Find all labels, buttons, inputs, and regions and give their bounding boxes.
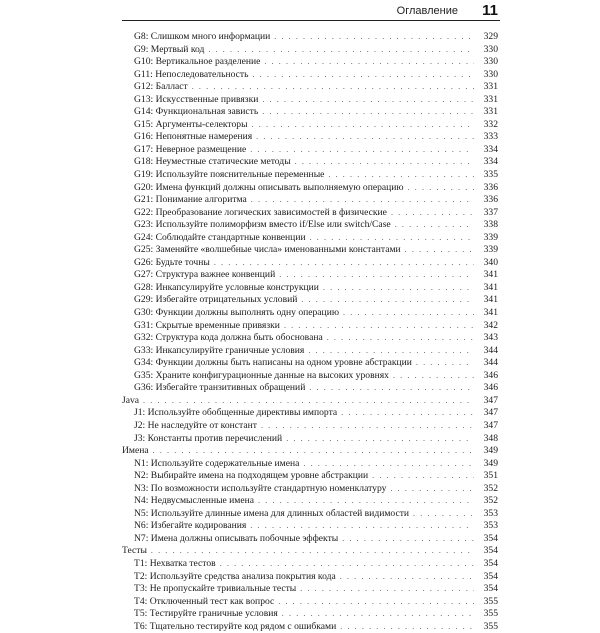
toc-entry-title: T3: Не пропускайте тривиальные тесты [134, 583, 297, 595]
toc-leader-dots [343, 307, 474, 320]
toc-entry-title: G35: Храните конфигурационные данные на высоких уровнях [134, 369, 389, 381]
toc-entry-page: 331 [483, 106, 498, 118]
toc-entry-title: T6: Тщательно тестируйте код рядом с ошибками [134, 620, 337, 632]
toc-leader-dots [416, 357, 474, 370]
toc-entry-page: 354 [483, 532, 498, 544]
toc-entry-title: G22: Преобразование логических зависимостей в физические [134, 206, 387, 218]
toc-entry-page: 341 [483, 307, 498, 319]
toc-entry-title: G15: Аргументы-селекторы [134, 118, 248, 130]
toc-entry-title: J1: Используйте обобщенные директивы импорта [134, 407, 338, 419]
toc-entry[interactable] [122, 483, 498, 496]
toc-section-entry[interactable] [122, 395, 498, 408]
toc-entry-title: T2: Используйте средства анализа покрытия кода [134, 570, 336, 582]
toc-leader-dots [340, 621, 474, 633]
toc-entry-page: 330 [483, 43, 498, 55]
toc-entry-title: G29: Избегайте отрицательных условий [134, 294, 298, 306]
toc-entry-title: G20: Имена функций должны описывать выполняемую операцию [134, 181, 404, 193]
toc-leader-dots [310, 232, 474, 245]
toc-entry-page: 341 [483, 281, 498, 293]
toc-entry-page: 331 [483, 93, 498, 105]
toc-leader-dots [408, 182, 474, 195]
toc-entry[interactable] [122, 244, 498, 257]
toc-leader-dots [262, 94, 474, 107]
toc-entry[interactable] [122, 106, 498, 119]
toc-entry-page: 347 [483, 394, 498, 406]
toc-entry-title: G18: Неуместные статические методы [134, 156, 291, 168]
toc-entry-title: N3: По возможности используйте стандартную номенклатуру [134, 482, 387, 494]
toc-entry-title: T4: Отключенный тест как вопрос [134, 595, 275, 607]
toc-leader-dots [413, 508, 474, 521]
toc-entry-page: 337 [483, 206, 498, 218]
toc-entry-page: 349 [483, 445, 498, 457]
toc-entry[interactable] [122, 357, 498, 370]
toc-entry-page: 351 [483, 470, 498, 482]
toc-leader-dots [393, 370, 474, 383]
toc-entry-title: G17: Неверное размещение [134, 143, 247, 155]
toc-entry-page: 340 [483, 256, 498, 268]
toc-entry-title: N5: Используйте длинные имена для длинных областей видимости [134, 507, 410, 519]
toc-entry[interactable] [122, 608, 498, 621]
toc-entry-title: G25: Заменяйте «волшебные числа» именованными константами [134, 244, 401, 256]
toc-entry[interactable] [122, 370, 498, 383]
toc-leader-dots [192, 81, 474, 94]
toc-leader-dots [256, 131, 474, 144]
toc-entry-title: G9: Мертвый код [134, 43, 205, 55]
toc-entry-title: N2: Выбирайте имена на подходящем уровне абстракции [134, 470, 369, 482]
toc-entry-title: G34: Функции должны быть написаны на одном уровне абстракции [134, 357, 412, 369]
toc-entry-page: 332 [483, 118, 498, 130]
toc-leader-dots [395, 219, 474, 232]
toc-entry[interactable] [122, 269, 498, 282]
toc-leader-dots [274, 31, 474, 44]
toc-leader-dots [252, 69, 474, 82]
toc-entry-page: 355 [483, 608, 498, 620]
toc-entry-title: G13: Искусственные привязки [134, 93, 259, 105]
toc-entry-page: 335 [483, 169, 498, 181]
toc-entry-page: 331 [483, 81, 498, 93]
toc-entry-page: 353 [483, 507, 498, 519]
toc-entry[interactable] [122, 495, 498, 508]
toc-leader-dots [250, 520, 474, 533]
toc-entry-title: G8: Слишком много информации [134, 31, 271, 42]
toc-entry-page: 333 [483, 131, 498, 143]
toc-entry-title: G33: Инкапсулируйте граничные условия [134, 344, 305, 356]
running-header-title: Оглавление [396, 5, 458, 17]
toc-leader-dots [143, 395, 474, 408]
toc-entry-title: N1: Используйте содержательные имена [134, 457, 300, 469]
toc-leader-dots [301, 294, 474, 307]
toc-entry[interactable] [122, 508, 498, 521]
toc-entry-title: G27: Структура важнее конвенций [134, 269, 276, 281]
toc-entry-title: G23: Используйте полиморфизм вместо if/Else или switch/Case [134, 219, 391, 231]
toc-entry[interactable] [122, 420, 498, 433]
toc-entry-page: 348 [483, 432, 498, 444]
toc-entry-page: 344 [483, 344, 498, 356]
toc-entry[interactable] [122, 571, 498, 584]
toc-entry-page: 341 [483, 269, 498, 281]
toc-entry-page: 355 [483, 595, 498, 607]
toc-entry-page: 342 [483, 319, 498, 331]
toc-entry[interactable] [122, 596, 498, 609]
toc-leader-dots [341, 407, 474, 420]
toc-entry[interactable] [122, 31, 498, 44]
toc-section-entry[interactable] [122, 445, 498, 458]
toc-leader-dots [390, 483, 474, 496]
toc-entry[interactable] [122, 307, 498, 320]
toc-entry-page: 338 [483, 219, 498, 231]
toc-leader-dots [391, 207, 474, 220]
toc-entry-title: Java [122, 394, 140, 406]
toc-leader-dots [258, 495, 474, 508]
toc-entry-page: 346 [483, 382, 498, 394]
toc-leader-dots [295, 156, 474, 169]
running-header-page-number: 11 [482, 2, 498, 19]
toc-entry[interactable] [122, 470, 498, 483]
toc-leader-dots [214, 257, 474, 270]
toc-entry-title: G16: Непонятные намерения [134, 131, 253, 143]
toc-section-entry[interactable] [122, 545, 498, 558]
toc-entry[interactable] [122, 533, 498, 546]
toc-entry[interactable] [122, 144, 498, 157]
toc-entry-title: J2: Не наследуйте от констант [134, 419, 257, 431]
toc-entry-page: 339 [483, 231, 498, 243]
toc-entry[interactable] [122, 56, 498, 69]
toc-entry-page: 354 [483, 570, 498, 582]
toc-entry-title: G36: Избегайте транзитивных обращений [134, 382, 306, 394]
toc-entry-title: N6: Избегайте кодирования [134, 520, 247, 532]
toc-leader-dots [264, 56, 474, 69]
table-of-contents [122, 31, 498, 633]
toc-entry-page: 352 [483, 495, 498, 507]
toc-entry-page: 329 [483, 31, 498, 42]
toc-leader-dots [328, 169, 474, 182]
toc-entry[interactable] [122, 520, 498, 533]
toc-entry-page: 347 [483, 407, 498, 419]
toc-entry-title: G30: Функции должны выполнять одну операцию [134, 307, 339, 319]
toc-entry[interactable] [122, 558, 498, 571]
toc-leader-dots [261, 420, 474, 433]
toc-entry[interactable] [122, 257, 498, 270]
toc-entry[interactable] [122, 320, 498, 333]
toc-leader-dots [151, 545, 474, 558]
toc-entry-page: 344 [483, 357, 498, 369]
toc-entry-page: 336 [483, 194, 498, 206]
toc-entry-title: Имена [122, 445, 149, 457]
toc-entry-page: 349 [483, 457, 498, 469]
toc-entry-page: 334 [483, 143, 498, 155]
toc-entry[interactable] [122, 583, 498, 596]
toc-entry-title: G19: Используйте пояснительные переменные [134, 169, 325, 181]
toc-entry[interactable] [122, 458, 498, 471]
toc-entry-title: Тесты [122, 545, 147, 557]
toc-leader-dots [300, 583, 474, 596]
toc-entry-page: 339 [483, 244, 498, 256]
toc-entry[interactable] [122, 119, 498, 132]
toc-leader-dots [284, 320, 474, 333]
toc-entry-title: N7: Имена должны описывать побочные эффекты [134, 532, 339, 544]
toc-entry[interactable] [122, 131, 498, 144]
toc-entry-title: N4: Недвусмысленные имена [134, 495, 255, 507]
toc-leader-dots [250, 144, 474, 157]
toc-entry-page: 330 [483, 56, 498, 68]
running-header [122, 3, 500, 21]
toc-entry[interactable] [122, 282, 498, 295]
toc-leader-dots [309, 382, 474, 395]
toc-entry-title: G10: Вертикальное разделение [134, 56, 261, 68]
toc-entry-page: 352 [483, 482, 498, 494]
toc-entry[interactable] [122, 156, 498, 169]
toc-entry-page: 341 [483, 294, 498, 306]
toc-entry-title: G26: Будьте точны [134, 256, 210, 268]
toc-entry[interactable] [122, 182, 498, 195]
toc-entry-title: T5: Тестируйте граничные условия [134, 608, 278, 620]
toc-entry-title: G21: Понимание алгоритма [134, 194, 247, 206]
toc-entry-page: 343 [483, 332, 498, 344]
toc-leader-dots [282, 608, 474, 621]
toc-leader-dots [323, 282, 474, 295]
toc-entry[interactable] [122, 81, 498, 94]
toc-entry[interactable] [122, 332, 498, 345]
toc-entry[interactable] [122, 169, 498, 182]
toc-entry[interactable] [122, 232, 498, 245]
toc-entry-page: 330 [483, 68, 498, 80]
toc-entry-page: 336 [483, 181, 498, 193]
toc-leader-dots [327, 332, 474, 345]
toc-leader-dots [252, 119, 474, 132]
toc-entry[interactable] [122, 219, 498, 232]
toc-entry[interactable] [122, 433, 498, 446]
toc-entry-title: G24: Соблюдайте стандартные конвенции [134, 231, 306, 243]
toc-leader-dots [303, 458, 474, 471]
toc-entry-page: 354 [483, 557, 498, 569]
toc-entry-page: 353 [483, 520, 498, 532]
toc-entry-page: 334 [483, 156, 498, 168]
toc-entry-page: 355 [483, 620, 498, 632]
toc-entry[interactable] [122, 382, 498, 395]
toc-leader-dots [220, 558, 474, 571]
toc-entry-title: G14: Функциональная зависть [134, 106, 259, 118]
toc-entry[interactable] [122, 44, 498, 57]
toc-entry-title: G31: Скрытые временные привязки [134, 319, 280, 331]
toc-leader-dots [251, 194, 474, 207]
toc-entry-page: 354 [483, 583, 498, 595]
toc-entry-title: G28: Инкапсулируйте условные конструкции [134, 281, 319, 293]
toc-entry[interactable] [122, 407, 498, 420]
toc-entry-title: G12: Балласт [134, 81, 188, 93]
toc-entry-title: T1: Нехватка тестов [134, 557, 216, 569]
toc-entry[interactable] [122, 94, 498, 107]
toc-leader-dots [372, 470, 474, 483]
toc-entry-page: 347 [483, 419, 498, 431]
toc-leader-dots [308, 345, 474, 358]
toc-entry-title: G11: Непоследовательность [134, 68, 249, 80]
toc-leader-dots [279, 269, 474, 282]
toc-leader-dots [286, 433, 474, 446]
toc-leader-dots [342, 533, 474, 546]
toc-leader-dots [340, 571, 474, 584]
toc-entry[interactable] [122, 69, 498, 82]
toc-entry[interactable] [122, 194, 498, 207]
toc-entry-title: J3: Константы против перечислений [134, 432, 283, 444]
toc-entry[interactable] [122, 294, 498, 307]
toc-entry[interactable] [122, 207, 498, 220]
toc-entry-page: 346 [483, 369, 498, 381]
toc-leader-dots [405, 244, 474, 257]
toc-leader-dots [153, 445, 474, 458]
toc-entry[interactable] [122, 345, 498, 358]
toc-entry[interactable] [122, 621, 498, 633]
toc-leader-dots [208, 44, 474, 57]
toc-entry-page: 354 [483, 545, 498, 557]
toc-leader-dots [278, 596, 474, 609]
toc-leader-dots [262, 106, 474, 119]
toc-entry-title: G32: Структура кода должна быть обоснована [134, 332, 323, 344]
